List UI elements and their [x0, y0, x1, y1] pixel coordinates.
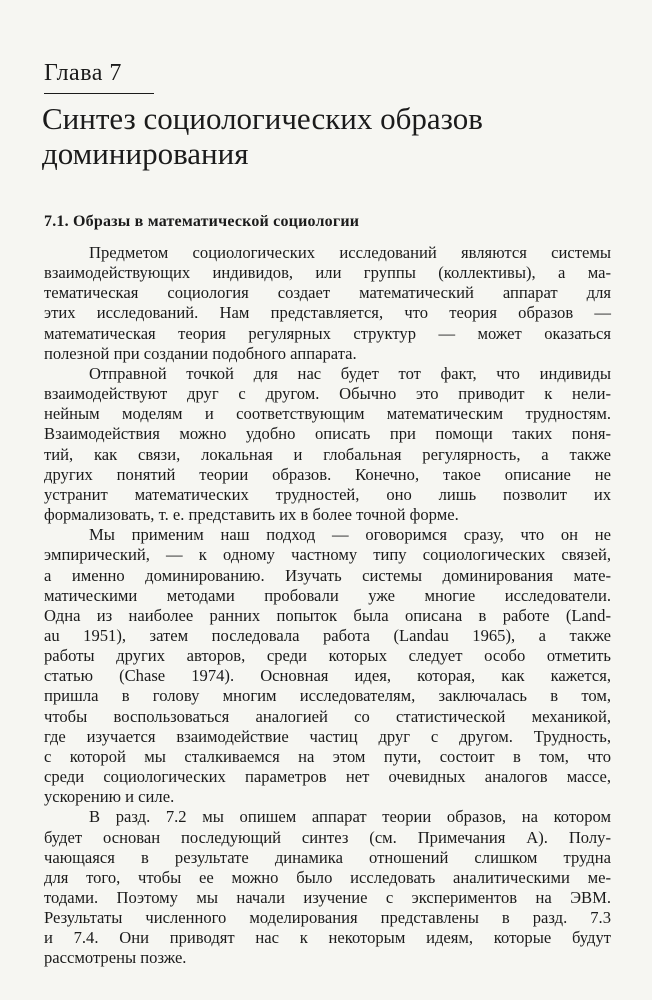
text-line: Взаимодействия можно удобно описать при помощи таких поня- [44, 424, 611, 444]
text-line: нейным моделям и соответствующим математическим трудностям. [44, 404, 611, 424]
text-line: для того, чтобы ее можно было исследовать аналитическими ме- [44, 867, 611, 887]
chapter-underline [44, 93, 154, 94]
text-line: Отправной точкой для нас будет тот факт, что индивиды [89, 363, 611, 383]
chapter-label: Глава 7 [44, 60, 122, 86]
paragraph [44, 364, 611, 525]
body-text [44, 243, 611, 969]
text-line: математическая теория регулярных структур — может оказаться [44, 323, 611, 343]
section-heading: 7.1. Образы в математической социологии [44, 213, 360, 230]
text-line: Предметом социологических исследований являются системы [89, 243, 611, 262]
paragraph [44, 243, 611, 364]
text-line: матическими методами пробовали уже многие исследователи. [44, 585, 611, 605]
paragraph [44, 525, 611, 807]
text-line: чающаяся в результате динамика отношений слишком трудна [44, 847, 611, 867]
text-line: среди социологических параметров нет очевидных аналогов массе, [44, 767, 611, 787]
text-line: чтобы воспользоваться аналогией со статистической механикой, [44, 706, 611, 726]
text-line: ускорению и силе. [44, 787, 175, 807]
text-line: В разд. 7.2 мы опишем аппарат теории образов, на котором [89, 807, 611, 827]
text-line: этих исследований. Нам представляется, что теория образов — [44, 303, 611, 323]
text-line: тий, как связи, локальная и глобальная регулярность, а также [44, 444, 611, 464]
text-line: Мы применим наш подход — оговоримся сразу, что он не [89, 525, 611, 545]
chapter-title [42, 101, 602, 171]
chapter-title-line: Синтез социологических образов [42, 101, 483, 136]
text-line: статью (Chase 1974). Основная идея, которая, как кажется, [44, 666, 611, 686]
text-line: устранит математических трудностей, оно лишь позволит их [44, 484, 611, 504]
text-line: а именно доминированию. Изучать системы доминирования мате- [44, 565, 611, 585]
text-line: с которой мы сталкиваемся на этом пути, состоит в том, что [44, 746, 611, 766]
paragraph [44, 807, 611, 968]
text-line: взаимодействуют друг с другом. Обычно это приводит к нели- [44, 384, 611, 404]
text-line: работы других авторов, среди которых следует особо отметить [44, 646, 611, 666]
text-line: где изучается взаимодействие частиц друг с другом. Трудность, [44, 726, 611, 746]
text-line: полезной при создании подобного аппарата. [44, 343, 357, 363]
text-line: других понятий теории образов. Конечно, такое описание не [44, 464, 611, 484]
chapter-title-line: доминирования [42, 136, 249, 171]
text-line: пришла в голову многим исследователям, заключалась в том, [44, 686, 611, 706]
text-line: и 7.4. Они приводят нас к некоторым идеям, которые будут [44, 928, 611, 948]
text-line: формализовать, т. е. представить их в более точной форме. [44, 505, 459, 525]
text-line: Одна из наиболее ранних попыток была описана в работе (Land- [44, 605, 611, 625]
text-line: тодами. Поэтому мы начали изучение с экспериментов на ЭВМ. [44, 888, 611, 907]
text-line: эмпирический, — к одному частному типу социологических связей, [44, 545, 611, 565]
text-line: взаимодействующих индивидов, или группы (коллективы), а ма- [44, 263, 611, 283]
text-line: Результаты численного моделирования представлены в разд. 7.3 [44, 908, 611, 928]
text-line: тематическая социология создает математический аппарат для [44, 283, 611, 303]
text-line: au 1951), затем последовала работа (Landau 1965), а также [44, 625, 611, 645]
text-line: рассмотрены позже. [44, 948, 187, 968]
text-line: будет основан последующий синтез (см. Примечания А). Полу- [44, 827, 611, 847]
